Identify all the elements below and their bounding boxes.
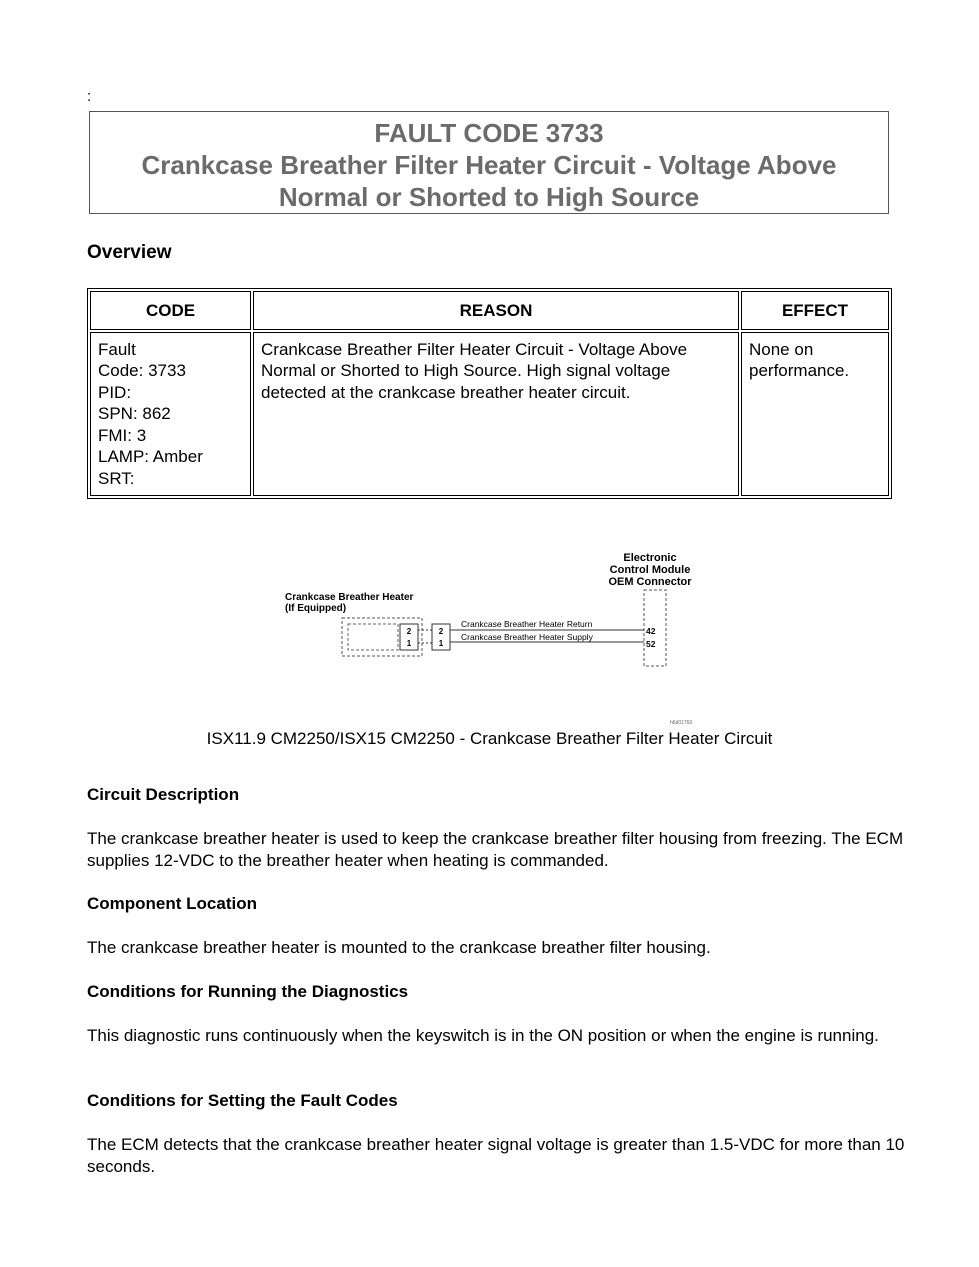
code-line: Fault xyxy=(98,339,136,359)
setting-fault-codes-text: The ECM detects that the crankcase breather heater signal voltage is greater than 1.5-VDC for more than 10 seconds. xyxy=(87,1135,905,1176)
circuit-diagram xyxy=(280,546,700,726)
header-effect: EFFECT xyxy=(741,291,889,330)
fault-table xyxy=(87,288,892,499)
ecm-label-3: OEM Connector xyxy=(608,576,692,588)
table-row xyxy=(90,332,889,497)
ecm-label-2: Control Module xyxy=(609,564,691,576)
wire-return-label: Crankcase Breather Heater Return xyxy=(461,619,593,629)
heater-label-2: (If Equipped) xyxy=(285,603,347,614)
header-code: CODE xyxy=(90,291,251,330)
diagram-caption: ISX11.9 CM2250/ISX15 CM2250 - Crankcase Breather Filter Heater Circuit xyxy=(206,729,773,748)
fault-code-title: FAULT CODE 3733 xyxy=(374,118,604,148)
table-header-row xyxy=(90,291,889,330)
code-line: PID: xyxy=(98,382,132,402)
wire-supply-label: Crankcase Breather Heater Supply xyxy=(461,632,593,642)
heater-label-1: Crankcase Breather Heater xyxy=(285,592,414,603)
heater-element xyxy=(348,624,398,650)
component-location-text: The crankcase breather heater is mounted to the crankcase breather filter housing. xyxy=(87,938,711,957)
harness-pin-1: 1 xyxy=(438,639,444,648)
fault-code-subtitle: Crankcase Breather Filter Heater Circuit - Voltage Above Normal or Shorted to High Source xyxy=(141,150,837,212)
setting-fault-codes-heading: Conditions for Setting the Fault Codes xyxy=(87,1091,398,1110)
circuit-description-text: The crankcase breather heater is used to keep the crankcase breather filter housing from freezing. The ECM supplies 12-VDC to the breather heater when heating is commanded. xyxy=(87,829,904,870)
heater-pin-2: 2 xyxy=(406,627,412,636)
code-line: SPN: 862 xyxy=(98,404,171,423)
title-box xyxy=(89,111,889,214)
harness-pin-2: 2 xyxy=(438,627,444,636)
header-reason: REASON xyxy=(253,291,739,330)
reason-cell: Crankcase Breather Filter Heater Circuit - Voltage Above Normal or Shorted to High Source. High signal voltage detected at the crankcase breather heater circuit. xyxy=(253,332,739,497)
code-line: LAMP: Amber xyxy=(98,447,203,466)
overview-heading: Overview xyxy=(87,242,172,263)
effect-cell: None on performance. xyxy=(741,332,889,497)
heater-pin-1: 1 xyxy=(406,639,412,648)
ecm-pin-return: 42 xyxy=(646,626,656,636)
leading-colon: : xyxy=(87,88,92,105)
code-cell xyxy=(90,332,251,497)
code-line: SRT: xyxy=(98,468,135,488)
component-location-heading: Component Location xyxy=(87,894,257,913)
running-diagnostics-text: This diagnostic runs continuously when the keyswitch is in the ON position or when the engine is running. xyxy=(87,1026,879,1045)
code-line: FMI: 3 xyxy=(98,425,147,445)
ecm-pin-supply: 52 xyxy=(646,639,656,649)
diagram-ref-id: h6d01760 xyxy=(670,720,693,726)
running-diagnostics-heading: Conditions for Running the Diagnostics xyxy=(87,982,409,1001)
code-line: Code: 3733 xyxy=(98,361,186,380)
ecm-label-1: Electronic xyxy=(623,552,677,564)
circuit-description-heading: Circuit Description xyxy=(87,785,240,804)
